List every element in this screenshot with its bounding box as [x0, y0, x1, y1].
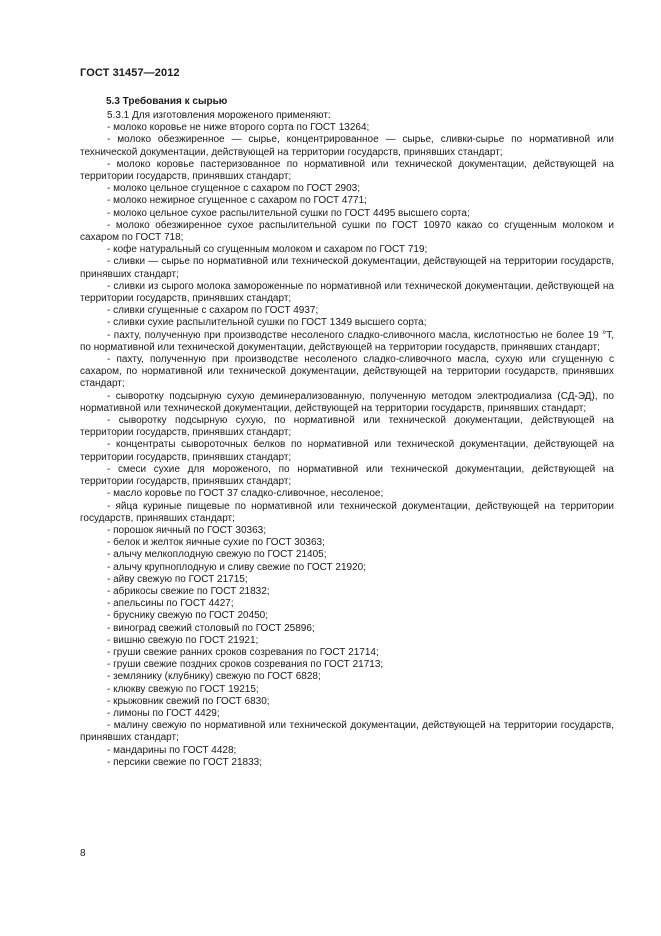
paragraph: - яйца куриные пищевые по нормативной или технической документации, действующей на территории государств, принявших стандарт; — [80, 500, 614, 524]
paragraph: - вишню свежую по ГОСТ 21921; — [107, 634, 259, 646]
paragraph: - концентраты сывороточных белков по нормативной или технической документации, действующей на территории государств, принявших стандарт; — [80, 439, 614, 463]
document-header: ГОСТ 31457—2012 — [80, 67, 180, 79]
paragraph: - алычу мелкоплодную свежую по ГОСТ 21405; — [107, 549, 327, 561]
paragraph: - сливки сгущенные с сахаром по ГОСТ 4937; — [107, 305, 319, 317]
paragraph: - лимоны по ГОСТ 4429; — [107, 707, 220, 719]
paragraph: - айву свежую по ГОСТ 21715; — [107, 573, 248, 585]
paragraph: - сливки сухие распылительной сушки по ГОСТ 1349 высшего сорта; — [107, 317, 427, 329]
paragraph: - сыворотку подсырную сухую деминерализованную, полученную методом электродиализа (СД-ЭД), по нормативной или технической документации, действующей на территории государств, принявших стандарт; — [80, 390, 614, 414]
paragraph: - алычу крупноплодную и сливу свежие по ГОСТ 21920; — [107, 561, 367, 573]
paragraph: - груши свежие поздних сроков созревания по ГОСТ 21713; — [107, 659, 384, 671]
paragraph: - абрикосы свежие по ГОСТ 21832; — [107, 585, 270, 597]
paragraph: - молоко цельное сгущенное с сахаром по ГОСТ 2903; — [107, 183, 360, 195]
paragraph: - кофе натуральный со сгущенным молоком и сахаром по ГОСТ 719; — [107, 244, 428, 256]
paragraph: - пахту, полученную при производстве несоленого сладко-сливочного масла, сухую или сгущенную с сахаром, по нормативной или технической документации, действующей на территории государств, принявших стандарт; — [80, 354, 614, 390]
paragraph: - персики свежие по ГОСТ 21833; — [107, 756, 262, 768]
paragraph: - сливки из сырого молока замороженные по нормативной или технической документации, действующей на территории государств, принявших стандарт; — [80, 280, 614, 305]
paragraph: - землянику (клубнику) свежую по ГОСТ 6828; — [107, 671, 321, 683]
paragraph: - масло коровье по ГОСТ 37 сладко-сливочное, несоленое; — [107, 488, 384, 500]
paragraph: - малину свежую по нормативной или технической документации, действующей на территории государств, принявших стандарт; — [80, 720, 614, 744]
paragraph: - виноград свежий столовый по ГОСТ 25896; — [107, 622, 315, 634]
paragraph: - молоко цельное сухое распылительной сушки по ГОСТ 4495 высшего сорта; — [107, 207, 470, 219]
paragraph: - молоко обезжиренное сухое распылительной сушки по ГОСТ 10970 какао со сгущенным молоком и сахаром по ГОСТ 718; — [80, 219, 614, 244]
section-title: 5.3 Требования к сырью — [106, 96, 228, 107]
paragraph: - смеси сухие для мороженого, по нормативной или технической документации, действующей на территории государств, принявших стандарт; — [80, 463, 614, 488]
paragraph: - крыжовник свежий по ГОСТ 6830; — [107, 695, 270, 707]
paragraph: - порошок яичный по ГОСТ 30363; — [107, 524, 266, 536]
document-body — [80, 110, 614, 769]
paragraph: - апельсины по ГОСТ 4427; — [107, 598, 234, 610]
paragraph: - пахту, полученную при производстве несоленого сладко-сливочного масла, кислотностью не более 19 °Т, по нормативной или технической документации, действующей на территории государств, принявших стандарт; — [80, 329, 614, 353]
paragraph: 5.3.1 Для изготовления мороженого применяют: — [107, 110, 331, 121]
paragraph: - сливки — сырье по нормативной или технической документации, действующей на территории государств, принявших стандарт; — [80, 256, 614, 280]
paragraph: - клюкву свежую по ГОСТ 19215; — [107, 683, 259, 695]
paragraph: - белок и желток яичные сухие по ГОСТ 30363; — [107, 537, 325, 549]
paragraph: - сыворотку подсырную сухую, по нормативной или технической документации, действующей на территории государств, принявших стандарт; — [80, 415, 614, 439]
paragraph: - молоко коровье пастеризованное по нормативной или технической документации, действующей на территории государств, принявших стандарт; — [80, 158, 614, 183]
paragraph: - груши свежие ранних сроков созревания по ГОСТ 21714; — [107, 646, 379, 658]
paragraph: - молоко коровье не ниже второго сорта по ГОСТ 13264; — [107, 122, 370, 134]
page-number: 8 — [80, 848, 86, 859]
paragraph: - бруснику свежую по ГОСТ 20450; — [107, 610, 269, 622]
paragraph: - молоко обезжиренное — сырье, концентрированное — сырье, сливки-сырье по нормативной или технической документации, действующей на территории государств, принявших стандарт; — [80, 134, 614, 158]
paragraph: - мандарины по ГОСТ 4428; — [107, 744, 237, 756]
paragraph: - молоко нежирное сгущенное с сахаром по ГОСТ 4771; — [107, 195, 367, 207]
